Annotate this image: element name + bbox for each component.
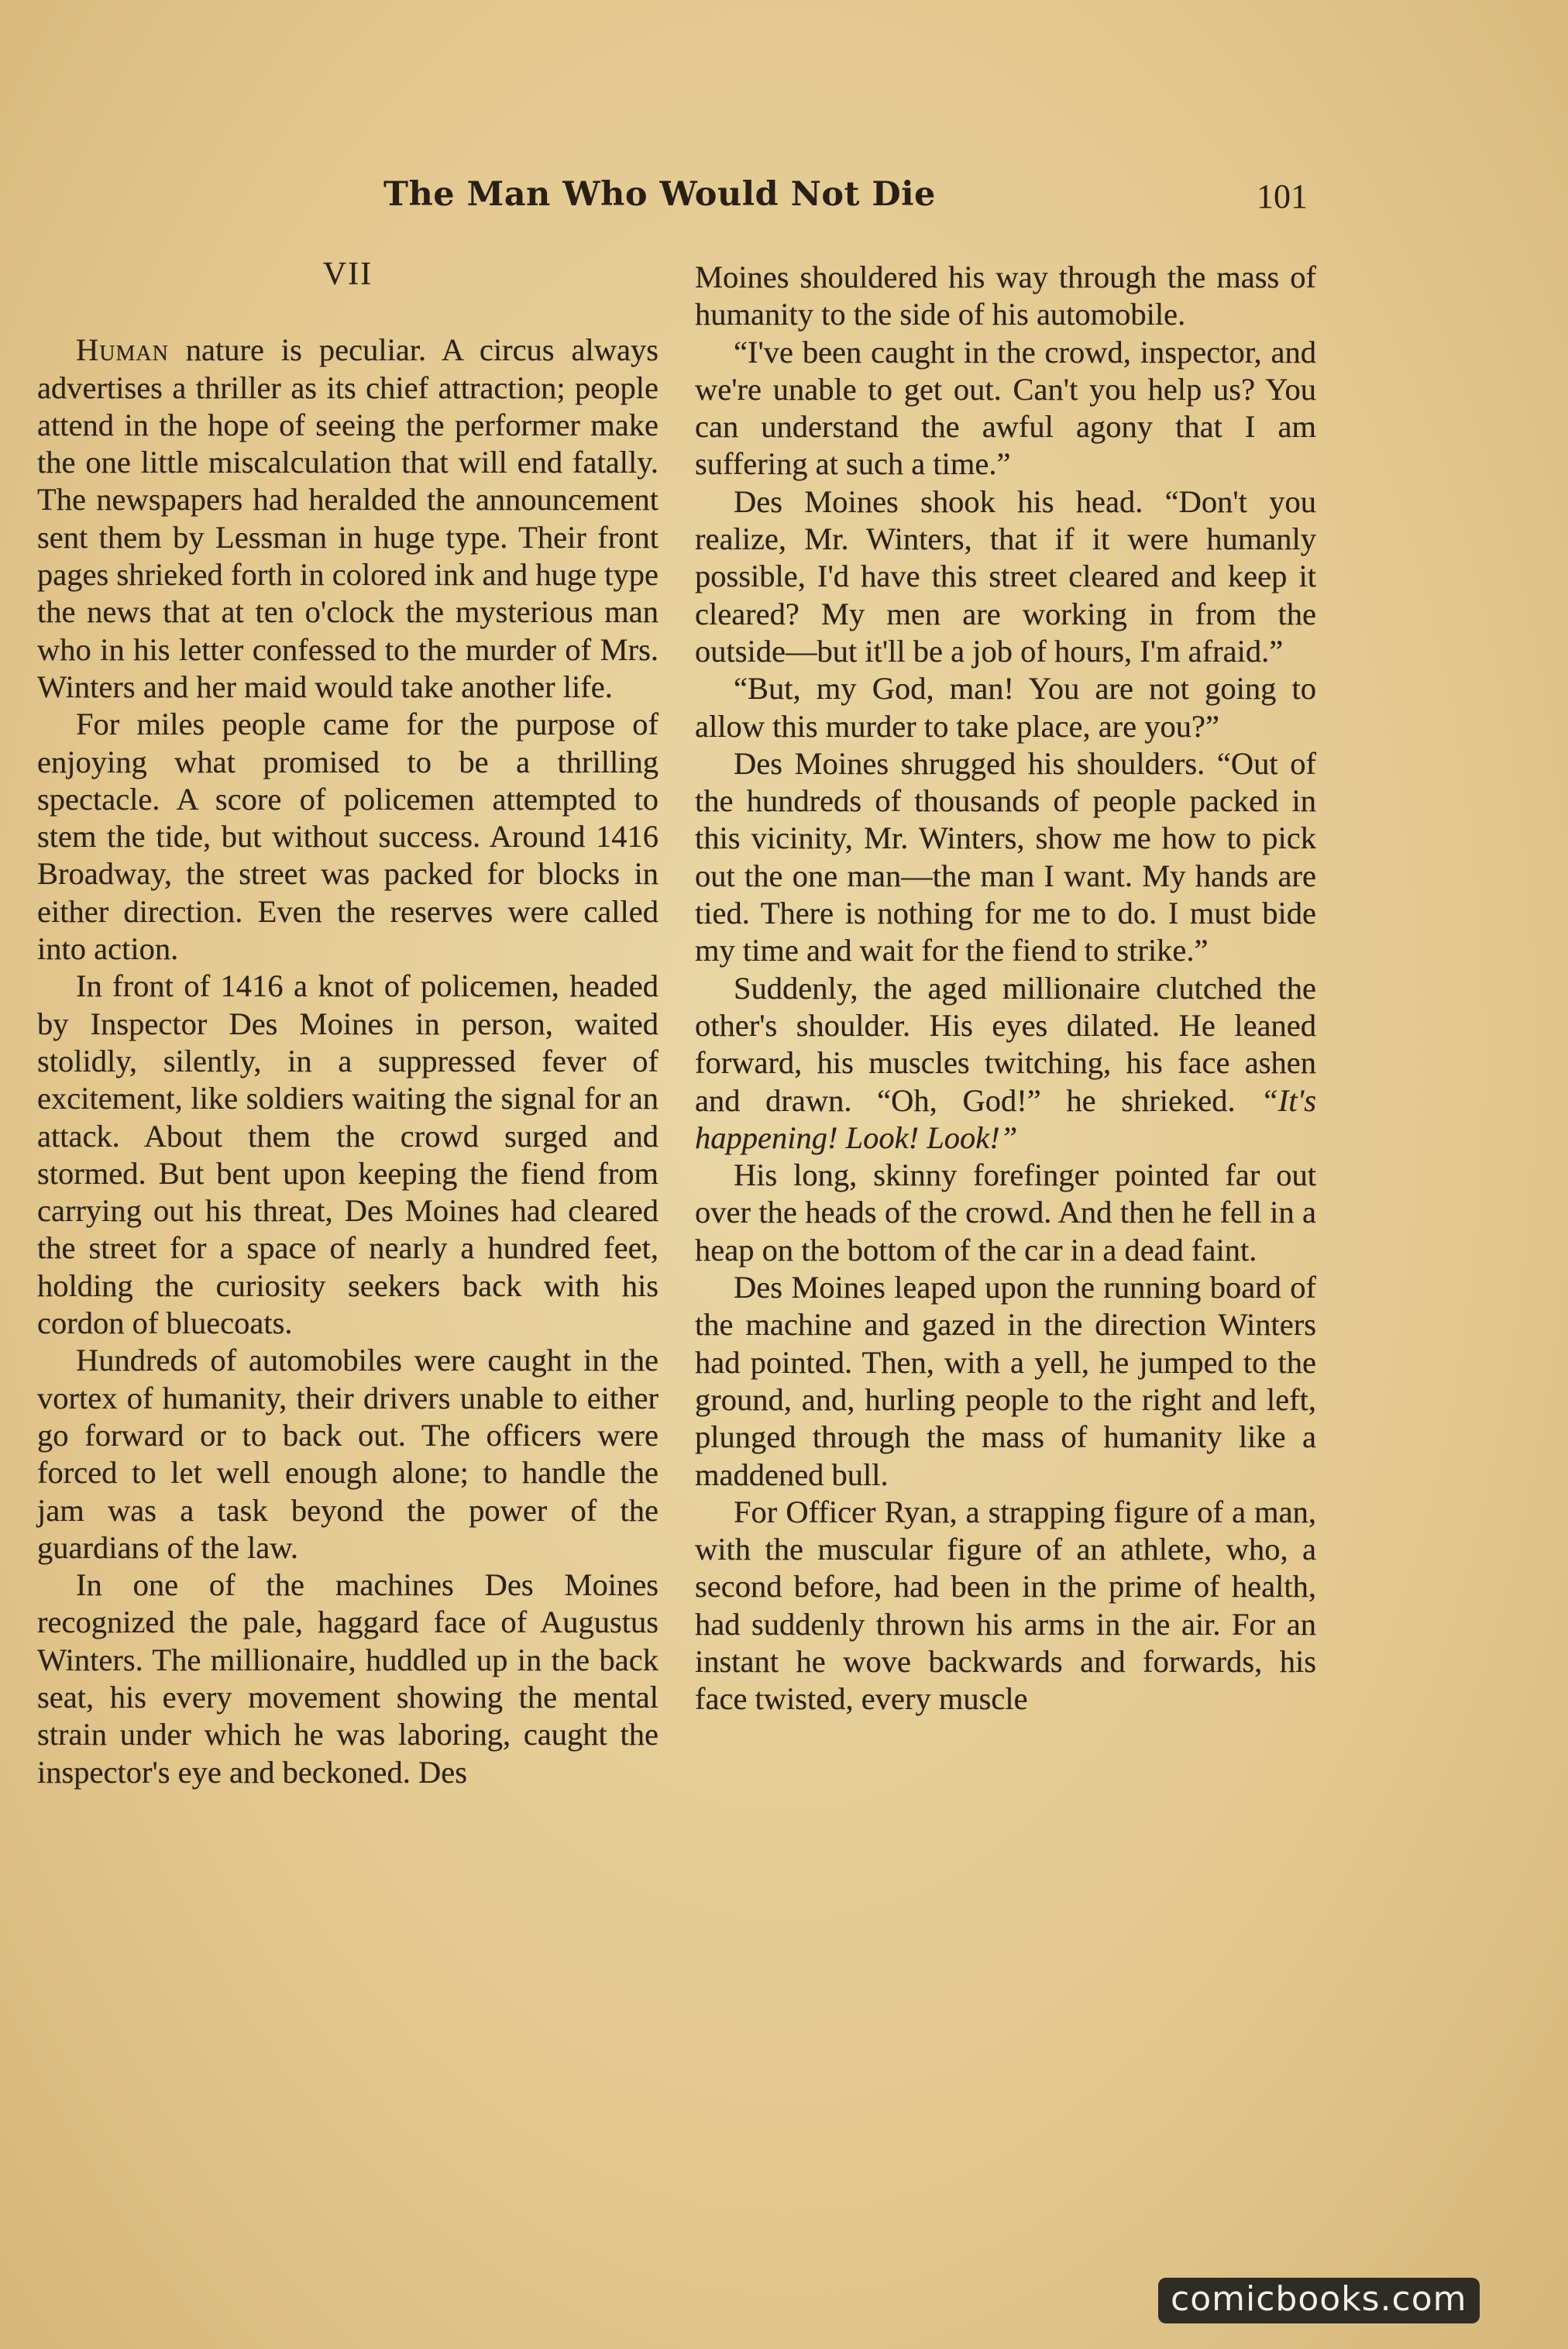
lead-word: Human xyxy=(76,332,169,368)
italic-exclamation: “It's happening! Look! Look!” xyxy=(695,1082,1316,1155)
paragraph: “I've been caught in the crowd, inspector, and we're unable to get out. Can't you help us? You can understand the awful agony that I am suffering at such a time.” xyxy=(695,334,1316,482)
right-column xyxy=(695,259,1316,1718)
paragraph-text: nature is peculiar. A circus always advertises a thriller as its chief attraction; people attend in the hope of seeing the performer make the one little miscalculation that will end fatally. The newspapers had heralded the announcement sent them by Lessman in huge type. Their front pages shrieked forth in colored ink and huge type the news that at ten o'clock the mysterious man who in his letter confessed to the murder of Mrs. Winters and her maid would take another life. xyxy=(37,332,658,704)
paragraph: Des Moines leaped upon the running board of the machine and gazed in the direction Winters had pointed. Then, with a yell, he jumped to the ground, and, hurling people to the right and left, plunged through the mass of humanity like a maddened bull. xyxy=(695,1270,1316,1492)
paragraph-text: Suddenly, the aged millionaire clutched the other's shoulder. His eyes dilated. He leaned forward, his muscles twitching, his face ashen and drawn. “Oh, God!” he shrieked. xyxy=(695,970,1316,1118)
page-number: 101 xyxy=(1257,177,1308,215)
chapter-heading: VII xyxy=(322,256,373,292)
paragraph xyxy=(37,332,658,706)
paragraph: Des Moines shook his head. “Don't you realize, Mr. Winters, that if it were humanly possible, I'd have this street cleared and keep it cleared? My men are working in from the outside—but it'll be a job of hours, I'm afraid.” xyxy=(695,483,1316,669)
watermark-logo: comicbooks.com xyxy=(1158,2278,1480,2323)
left-column xyxy=(37,256,658,1791)
paragraph: Hundreds of automobiles were caught in the vortex of humanity, their drivers unable to either go forward or to back out. The officers were forced to let well enough alone; to handle the jam was a task beyond the power of the guardians of the law. xyxy=(37,1343,658,1565)
paragraph: For miles people came for the purpose of enjoying what promised to be a thrilling spectacle. A score of policemen attempted to stem the tide, but without success. Around 1416 Broadway, the street was packed for blocks in either direction. Even the reserves were called into action. xyxy=(37,707,658,967)
paragraph: For Officer Ryan, a strapping figure of a man, with the muscular figure of an athlete, who, a second before, had been in the prime of health, had suddenly thrown his arms in the air. For an instant he wove backwards and forwards, his face twisted, every muscle xyxy=(695,1494,1316,1717)
running-header xyxy=(0,175,1568,222)
running-title: The Man Who Would Not Die xyxy=(383,175,936,214)
paragraph: In front of 1416 a knot of policemen, headed by Inspector Des Moines in person, waited stolidly, silently, in a suppressed fever of excitement, like soldiers waiting the signal for an attack. About them the crowd surged and stormed. But bent upon keeping the fiend from carrying out his threat, Des Moines had cleared the street for a space of nearly a hundred feet, holding the curiosity seekers back with his cordon of bluecoats. xyxy=(37,968,658,1341)
paragraph: His long, skinny forefinger pointed far out over the heads of the crowd. And then he fell in a heap on the bottom of the car in a dead faint. xyxy=(695,1157,1316,1267)
paragraph: In one of the machines Des Moines recognized the pale, haggard face of Augustus Winters. The millionaire, huddled up in the back seat, his every movement showing the mental strain under which he was laboring, caught the inspector's eye and beckoned. Des xyxy=(37,1567,658,1790)
paragraph: Des Moines shrugged his shoulders. “Out of the hundreds of thousands of people packed in this vicinity, Mr. Winters, show me how to pick out the one man—the man I want. My hands are tied. There is nothing for me to do. I must bide my time and wait for the fiend to strike.” xyxy=(695,745,1316,968)
paragraph: Moines shouldered his way through the mass of humanity to the side of his automobile. xyxy=(695,260,1316,332)
paragraph: “But, my God, man! You are not going to allow this murder to take place, are you?” xyxy=(695,671,1316,744)
paragraph xyxy=(695,970,1316,1157)
